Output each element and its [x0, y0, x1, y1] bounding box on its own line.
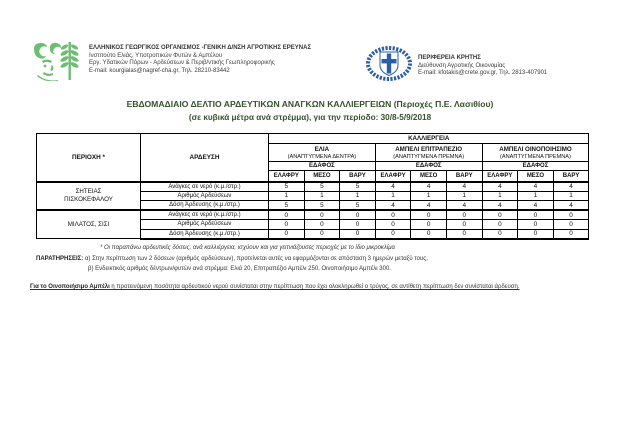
irrigation-value-cell: 0 — [411, 210, 447, 220]
right-contact-info: E-mail: kfotakis@crete.gov.gr, Τηλ. 2813-407901 — [418, 70, 548, 77]
irrigation-value-cell: 0 — [304, 229, 340, 239]
irrigation-value-cell: 0 — [553, 229, 589, 239]
document-title — [0, 97, 620, 125]
title-line-2: (σε κυβικά μέτρα ανά στρέμμα), για την περίοδο: 30/8-5/9/2018 — [188, 113, 432, 122]
crop-name: ΑΜΠΕΛΙ ΕΠΙΤΡΑΠΕΖΙΟ — [395, 145, 463, 153]
remarks-label: ΠΑΡΑΤΗΡΗΣΕΙΣ: — [36, 256, 84, 262]
soil-type-header: ΕΛΑΦΡΥ — [269, 171, 305, 182]
issuer-right-block — [418, 55, 598, 78]
crop-subtitle: (ΑΝΑΠΤΥΓΜΕΝΑ ΠΡΕΜΝΑ) — [393, 153, 465, 160]
crop-name: ΕΛΙΑ — [314, 145, 330, 153]
irrigation-value-cell: 4 — [411, 201, 447, 211]
crop-header-olive — [269, 144, 376, 162]
irrigation-value-cell: 0 — [375, 210, 411, 220]
irrigation-value-cell: 4 — [553, 201, 589, 211]
irrigation-value-cell: 1 — [518, 191, 554, 201]
table-body — [37, 182, 589, 239]
irrigation-value-cell: 5 — [340, 182, 376, 192]
irrigation-column-header: ΑΡΔΕΥΣΗ — [141, 134, 269, 182]
wine-grape-note — [30, 283, 590, 292]
irrigation-metric-label: Δόση Άρδευσης (κ.μ./στρ.) — [141, 201, 269, 211]
irrigation-value-cell: 5 — [304, 182, 340, 192]
irrigation-value-cell: 0 — [340, 229, 376, 239]
crops-group-header: ΚΑΛΛΙΕΡΓΕΙΑ — [269, 134, 589, 144]
irrigation-value-cell: 5 — [269, 182, 305, 192]
soil-type-header: ΒΑΡΥ — [340, 171, 376, 182]
remark-a-text: α) Στην περίπτωση των 2 δόσεων (αριθμός αρδεύσεων), προτείνεται αυτές να εφαρμόζονται σε απόσταση 3 ημερών μεταξύ τους, — [84, 256, 428, 262]
soil-type-header: ΜΕΣΟ — [518, 171, 554, 182]
soil-type-header: ΜΕΣΟ — [411, 171, 447, 182]
irrigation-metric-label: Αριθμός Αρδεύσεων — [141, 191, 269, 201]
wine-grape-note-lead: Για το Οινοποιήσιμο Αμπέλι — [30, 284, 110, 290]
elgo-dimitra-logo-icon — [32, 41, 84, 81]
crop-subtitle: (ΑΝΑΠΤΥΓΜΕΝΑ ΠΡΕΜΝΑ) — [500, 153, 571, 160]
irrigation-value-cell: 1 — [553, 191, 589, 201]
microclimate-footnote: * Οι παραπάνω αρδευτικές δόσεις, ανά καλλιέργεια, ισχύουν και για γειτνιάζουσες περιοχές με το ίδιο μικροκλίμα — [100, 245, 395, 251]
irrigation-value-cell: 4 — [375, 182, 411, 192]
region-name-cell: ΜΙΛΑΤΟΣ, ΣΙΣΙ — [37, 210, 141, 239]
irrigation-value-cell: 4 — [375, 201, 411, 211]
irrigation-value-cell: 1 — [482, 191, 518, 201]
irrigation-value-cell: 0 — [340, 210, 376, 220]
irrigation-value-cell: 0 — [446, 220, 482, 230]
irrigation-value-cell: 4 — [411, 182, 447, 192]
table-row — [37, 182, 589, 192]
left-contact-info: E-mail: kourgialas@nagref-cha.gr, Τηλ. 28210-83442 — [89, 67, 230, 74]
irrigation-value-cell: 0 — [482, 229, 518, 239]
irrigation-value-cell: 0 — [375, 220, 411, 230]
title-line-1: ΕΒΔΟΜΑΔΙΑΙΟ ΔΕΛΤΙΟ ΑΡΔΕΥΤΙΚΩΝ ΑΝΑΓΚΩΝ ΚΑΛΛΙΕΡΓΕΙΩΝ (Περιοχές Π.Ε. Λασιθίου) — [126, 99, 494, 109]
crop-header-wine-grape — [482, 144, 589, 162]
irrigation-value-cell: 4 — [518, 201, 554, 211]
irrigation-value-cell: 5 — [269, 201, 305, 211]
laboratory-name: Εργ. Υδατικών Πόρων - Αρδεύσεων & Περιβ/ντικής Γεωπληροφορικής — [89, 60, 275, 67]
irrigation-value-cell: 1 — [375, 191, 411, 201]
irrigation-value-cell: 0 — [411, 229, 447, 239]
irrigation-value-cell: 1 — [411, 191, 447, 201]
irrigation-value-cell: 0 — [518, 210, 554, 220]
irrigation-value-cell: 4 — [482, 182, 518, 192]
crop-subtitle: (ΑΝΑΠΤΥΓΜΕΝΑ ΔΕΝΤΡΑ) — [287, 153, 357, 160]
irrigation-value-cell: 1 — [446, 191, 482, 201]
irrigation-metric-label: Αριθμός Αρδεύσεων — [141, 220, 269, 230]
region-name-header: ΠΕΡΙΦΕΡΕΙΑ ΚΡΗΤΗΣ — [418, 55, 481, 61]
crop-name: ΑΜΠΕΛΙ ΟΙΝΟΠΟΙΗΣΙΜΟ — [499, 145, 572, 153]
irrigation-value-cell: 4 — [446, 201, 482, 211]
irrigation-value-cell: 4 — [482, 201, 518, 211]
irrigation-value-cell: 5 — [304, 201, 340, 211]
irrigation-needs-table — [36, 133, 589, 240]
irrigation-value-cell: 1 — [340, 191, 376, 201]
soil-header-wine-grape: ΕΔΑΦΟΣ — [482, 162, 589, 171]
irrigation-metric-label: Δόση Άρδευσης (κ.μ./στρ.) — [141, 229, 269, 239]
irrigation-value-cell: 0 — [518, 229, 554, 239]
hellenic-republic-emblem-icon — [366, 46, 412, 81]
irrigation-value-cell: 0 — [553, 210, 589, 220]
remarks-line — [36, 256, 596, 262]
soil-header-olive: ΕΔΑΦΟΣ — [269, 162, 376, 171]
irrigation-value-cell: 0 — [446, 210, 482, 220]
irrigation-value-cell: 0 — [269, 229, 305, 239]
region-column-header: ΠΕΡΙΟΧΗ * — [37, 134, 141, 182]
irrigation-value-cell: 1 — [269, 191, 305, 201]
irrigation-value-cell: 0 — [446, 229, 482, 239]
institute-name: Ινστιτούτο Ελιάς, Υποτροπικών Φυτών & Αμπέλου — [89, 52, 223, 59]
irrigation-value-cell: 0 — [304, 210, 340, 220]
irrigation-value-cell: 0 — [482, 220, 518, 230]
irrigation-value-cell: 0 — [269, 220, 305, 230]
irrigation-metric-label: Ανάγκες σε νερό (κ.μ./στρ.) — [141, 182, 269, 192]
remark-b-text: β) Ενδεικτικός αριθμός δέντρων/φυτών ανά στρέμμα: Ελιά 20, Επιτραπέζιο Αμπέλι 250, Οινοποιήσιμο Αμπέλι 300. — [88, 266, 391, 272]
irrigation-value-cell: 0 — [518, 220, 554, 230]
crop-header-table-grape — [375, 144, 482, 162]
organization-name: ΕΛΛΗΝΙΚΟΣ ΓΕΩΡΓΙΚΟΣ ΟΡΓΑΝΙΣΜΟΣ -ΓΕΝΙΚΗ Δ/ΝΣΗ ΑΓΡΟΤΙΚΗΣ ΕΡΕΥΝΑΣ — [89, 45, 312, 51]
soil-header-table-grape: ΕΔΑΦΟΣ — [375, 162, 482, 171]
soil-type-header: ΒΑΡΥ — [446, 171, 482, 182]
irrigation-value-cell: 0 — [375, 229, 411, 239]
irrigation-value-cell: 4 — [518, 182, 554, 192]
soil-type-header: ΕΛΑΦΡΥ — [375, 171, 411, 182]
issuer-left-block — [89, 45, 349, 75]
irrigation-value-cell: 4 — [553, 182, 589, 192]
soil-type-header: ΜΕΣΟ — [304, 171, 340, 182]
irrigation-value-cell: 0 — [304, 220, 340, 230]
directorate-name: Διεύθυνση Αγροτικής Οικονομίας — [418, 62, 506, 69]
irrigation-value-cell: 0 — [269, 210, 305, 220]
irrigation-value-cell: 1 — [304, 191, 340, 201]
soil-type-header: ΒΑΡΥ — [553, 171, 589, 182]
irrigation-value-cell: 0 — [411, 220, 447, 230]
irrigation-metric-label: Ανάγκες σε νερό (κ.μ./στρ.) — [141, 210, 269, 220]
irrigation-value-cell: 4 — [446, 182, 482, 192]
irrigation-value-cell: 0 — [553, 220, 589, 230]
irrigation-value-cell: 0 — [340, 220, 376, 230]
irrigation-value-cell: 5 — [340, 201, 376, 211]
irrigation-value-cell: 0 — [482, 210, 518, 220]
wine-grape-note-text: η προτεινόμενη ποσότητα αρδευτικού νερού συνίσταται στην περίπτωση που έχει ολοκληρωθεί ο τρύγος, σε αντίθετη περίπτωση δεν συνίσταται άρδευση. — [109, 284, 520, 290]
region-name-cell: ΣΗΤΕΙΑΣ ΠΙΣΚΟΚΕΦΑΛΟΥ — [37, 182, 141, 211]
table-row — [37, 210, 589, 220]
soil-type-header: ΕΛΑΦΡΥ — [482, 171, 518, 182]
